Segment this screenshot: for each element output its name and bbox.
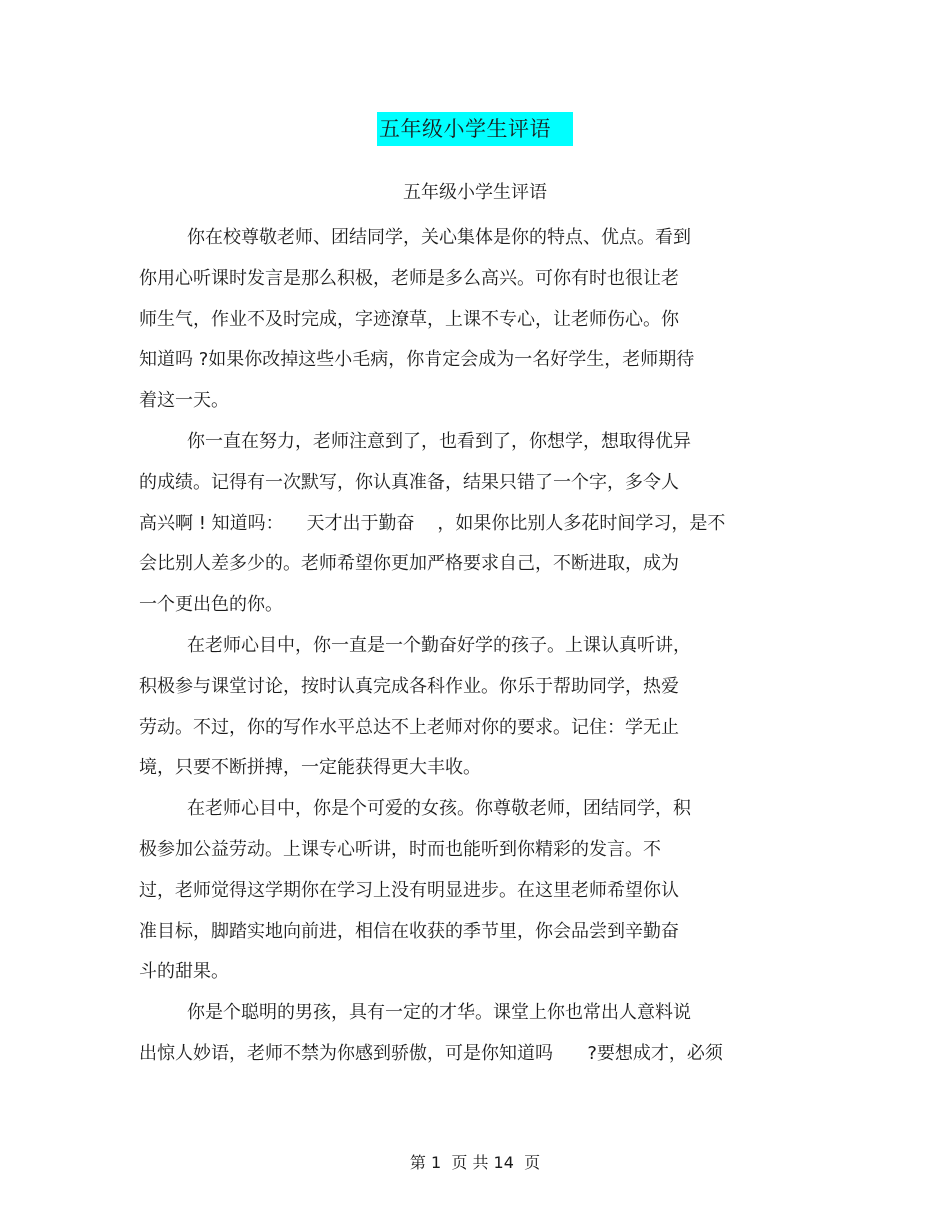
text-line: 你用心听课时发言是那么积极，老师是多么高兴。可你有时也很让老 — [139, 267, 679, 289]
page-footer: 第 1 页 共 14 页 — [409, 1153, 541, 1172]
text-line: 劳动。不过，你的写作水平总达不上老师对你的要求。记住：学无止 — [139, 716, 679, 738]
text-line: 着这一天。 — [139, 390, 229, 412]
text-line: 你在校尊敬老师、团结同学，关心集体是你的特点、优点。看到 — [187, 227, 691, 248]
text-line: 在老师心目中，你是个可爱的女孩。你尊敬老师，团结同学，积 — [187, 798, 691, 820]
text-line: 的成绩。记得有一次默写，你认真准备，结果只错了一个字，多令人 — [139, 471, 679, 493]
text-line: 境，只要不断拼搏，一定能获得更大丰收。 — [139, 757, 481, 779]
text-line: 一个更出色的你。 — [139, 594, 283, 616]
text-line: 师生气，作业不及时完成，字迹潦草，上课不专心，让老师伤心。你 — [139, 308, 679, 330]
text-line: 高兴啊 ! 知道吗： 天才出于勤奋 ，如果你比别人多花时间学习，是不 — [139, 512, 726, 534]
text-line: 斗的甜果。 — [139, 961, 229, 983]
text-line: 极参加公益劳动。上课专心听讲，时而也能听到你精彩的发言。不 — [139, 838, 661, 860]
document-heading: 五年级小学生评语 — [377, 112, 573, 146]
text-line: 会比别人差多少的。老师希望你更加严格要求自己，不断进取，成为 — [139, 553, 679, 575]
document-subtitle: 五年级小学生评语 — [403, 182, 547, 203]
document-body — [139, 218, 804, 1075]
text-line: 你是个聪明的男孩，具有一定的才华。课堂上你也常出人意料说 — [187, 1002, 691, 1024]
text-line: 知道吗 ?如果你改掉这些小毛病，你肯定会成为一名好学生，老师期待 — [139, 349, 695, 371]
text-line: 过，老师觉得这学期你在学习上没有明显进步。在这里老师希望你认 — [139, 879, 679, 901]
text-line: 你一直在努力，老师注意到了，也看到了，你想学，想取得优异 — [187, 430, 691, 452]
text-line: 积极参与课堂讨论，按时认真完成各科作业。你乐于帮助同学，热爱 — [139, 675, 679, 697]
text-line: 出惊人妙语，老师不禁为你感到骄傲，可是你知道吗 ?要想成才，必须 — [139, 1042, 723, 1064]
text-line: 在老师心目中，你一直是一个勤奋好学的孩子。上课认真听讲， — [187, 634, 691, 656]
heading-wrapper — [0, 112, 950, 146]
text-line: 准目标，脚踏实地向前进，相信在收获的季节里，你会品尝到辛勤奋 — [139, 920, 679, 942]
